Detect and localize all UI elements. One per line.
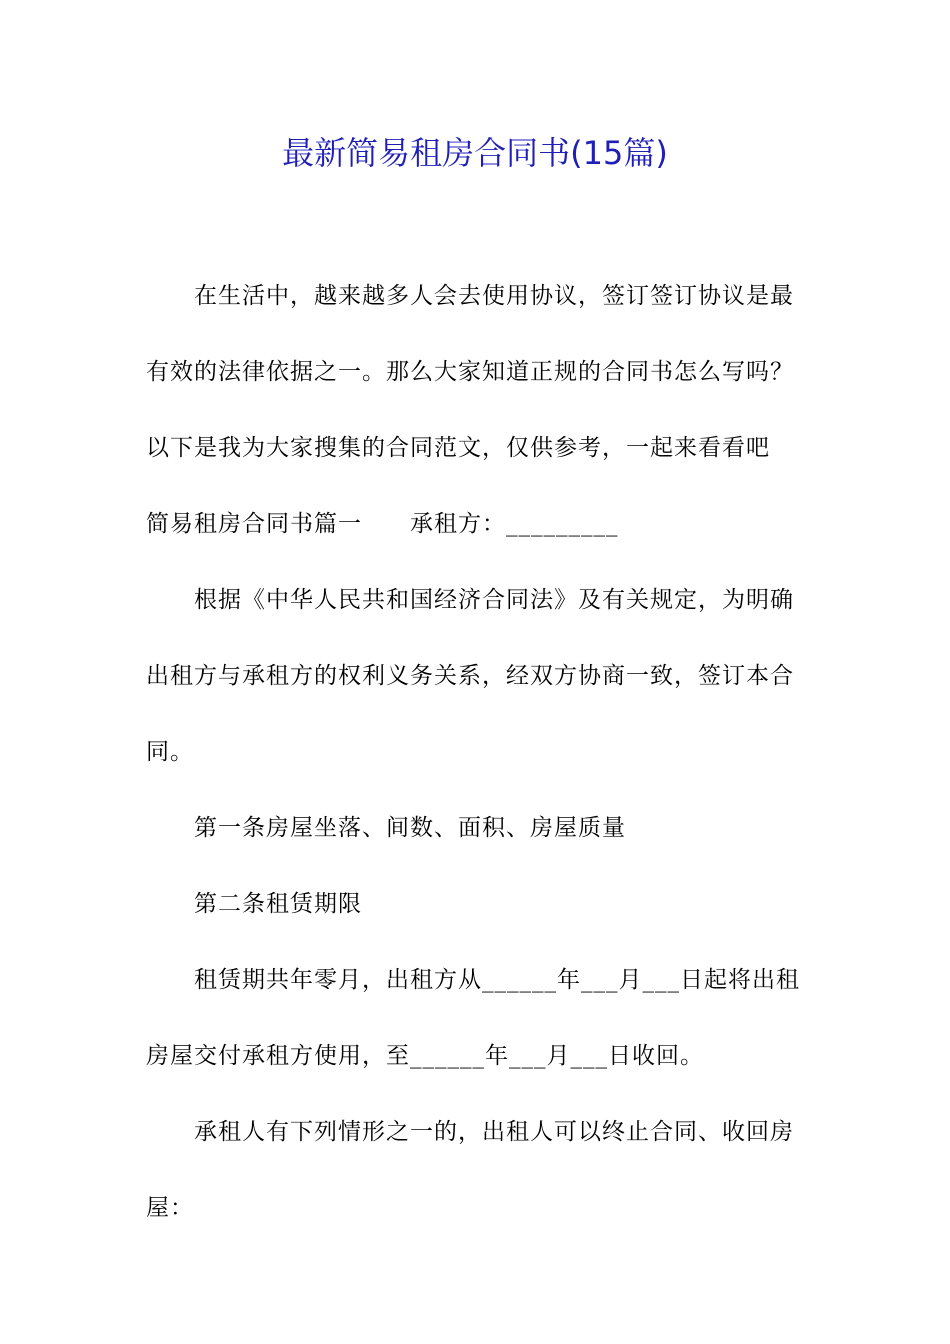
section-heading: 简易租房合同书篇一 <box>146 511 362 537</box>
document-title: 最新简易租房合同书(15篇) <box>282 134 668 172</box>
section-heading-line <box>146 486 806 562</box>
intro-paragraph: 在生活中，越来越多人会去使用协议，签订签订协议是最有效的法律依据之一。那么大家知道正规的合同书怎么写吗？以下是我为大家搜集的合同范文，仅供参考，一起来看看吧 <box>146 283 794 461</box>
article-one: 第一条房屋坐落、间数、面积、房屋质量 <box>194 815 626 841</box>
document-body <box>146 258 806 1246</box>
preamble-paragraph: 根据《中华人民共和国经济合同法》及有关规定，为明确出租方与承租方的权利义务关系，经双方协商一致，签订本合同。 <box>146 587 794 765</box>
tenant-field: 承租方：_________ <box>410 511 619 537</box>
termination-paragraph: 承租人有下列情形之一的，出租人可以终止合同、收回房屋： <box>146 1119 794 1221</box>
lease-term-paragraph: 租赁期共年零月，出租方从______年___月___日起将出租房屋交付承租方使用，至______年___月___日收回。 <box>146 967 800 1069</box>
article-two: 第二条租赁期限 <box>194 891 362 917</box>
